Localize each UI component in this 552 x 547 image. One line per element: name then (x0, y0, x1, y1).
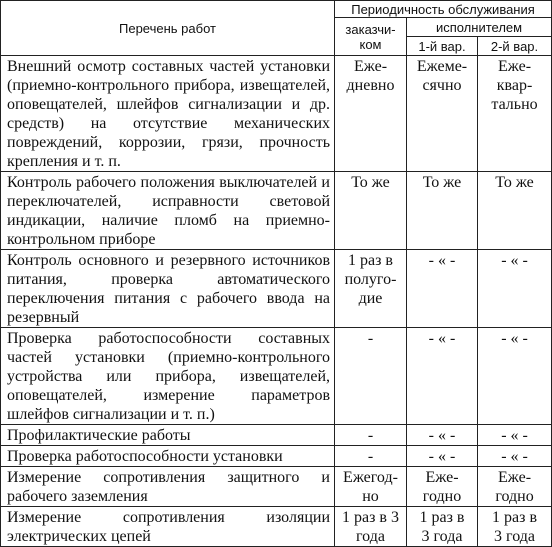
customer-cell: 1 раз в полуго- дие (335, 250, 407, 328)
customer-cell: - (335, 328, 407, 425)
customer-cell: - (335, 446, 407, 467)
table-row (1, 172, 552, 250)
variant1-cell: - « - (407, 328, 478, 425)
variant2-cell: - « - (478, 250, 552, 328)
header-contractor: исполнителем (407, 18, 552, 37)
header-variant-1: 1-й вар. (407, 37, 478, 56)
variant1-cell: - « - (407, 446, 478, 467)
variant2-cell: - « - (478, 328, 552, 425)
table-row (1, 425, 552, 446)
table-row (1, 250, 552, 328)
variant1-cell: - « - (407, 250, 478, 328)
header-variant-2: 2-й вар. (478, 37, 552, 56)
table-row (1, 446, 552, 467)
table-row (1, 56, 552, 172)
header-periodicity: Периодичность обслуживания (335, 1, 552, 18)
variant2-cell: - « - (478, 425, 552, 446)
header-customer: заказчи- ком (335, 18, 407, 56)
work-cell: Контроль рабочего положения выключателей и переключателей, исправности световой индикации, наличие пломб на приемно-контрольном приборе (1, 172, 335, 250)
work-cell: Измерение сопротивления изоляции электрических цепей (1, 507, 335, 547)
variant1-cell: Ежеме- сячно (407, 56, 478, 172)
header-row-1 (1, 1, 552, 18)
variant1-cell: 1 раз в 3 года (407, 507, 478, 547)
variant1-cell: Еже- годно (407, 467, 478, 507)
customer-cell: 1 раз в 3 года (335, 507, 407, 547)
work-cell: Проверка работоспособности составных частей установки (приемно-контрольного устройства или прибора, извещателей, оповещателей, измерение параметров шлейфов сигнализации и т. п.) (1, 328, 335, 425)
variant2-cell: То же (478, 172, 552, 250)
table-row (1, 467, 552, 507)
customer-cell: То же (335, 172, 407, 250)
work-cell: Проверка работоспособности установки (1, 446, 335, 467)
variant2-cell: Еже- квар- тально (478, 56, 552, 172)
customer-cell: Ежегод- но (335, 467, 407, 507)
table-row (1, 507, 552, 547)
work-cell: Профилактические работы (1, 425, 335, 446)
work-cell: Внешний осмотр составных частей установки (приемно-контрольного прибора, извещателей, оповещателей, шлейфов сигнализации и др. средств) на отсутствие механических повреждений, коррозии, грязи, прочность крепления и т. п. (1, 56, 335, 172)
variant1-cell: То же (407, 172, 478, 250)
work-cell: Измерение сопротивления защитного и рабочего заземления (1, 467, 335, 507)
header-work-list: Перечень работ (1, 1, 335, 56)
variant2-cell: 1 раз в 3 года (478, 507, 552, 547)
variant2-cell: Еже- годно (478, 467, 552, 507)
variant1-cell: - « - (407, 425, 478, 446)
customer-cell: Еже- дневно (335, 56, 407, 172)
table-row (1, 328, 552, 425)
customer-cell: - (335, 425, 407, 446)
variant2-cell: - « - (478, 446, 552, 467)
work-cell: Контроль основного и резервного источников питания, проверка автоматического переключения питания с рабочего ввода на резервный (1, 250, 335, 328)
